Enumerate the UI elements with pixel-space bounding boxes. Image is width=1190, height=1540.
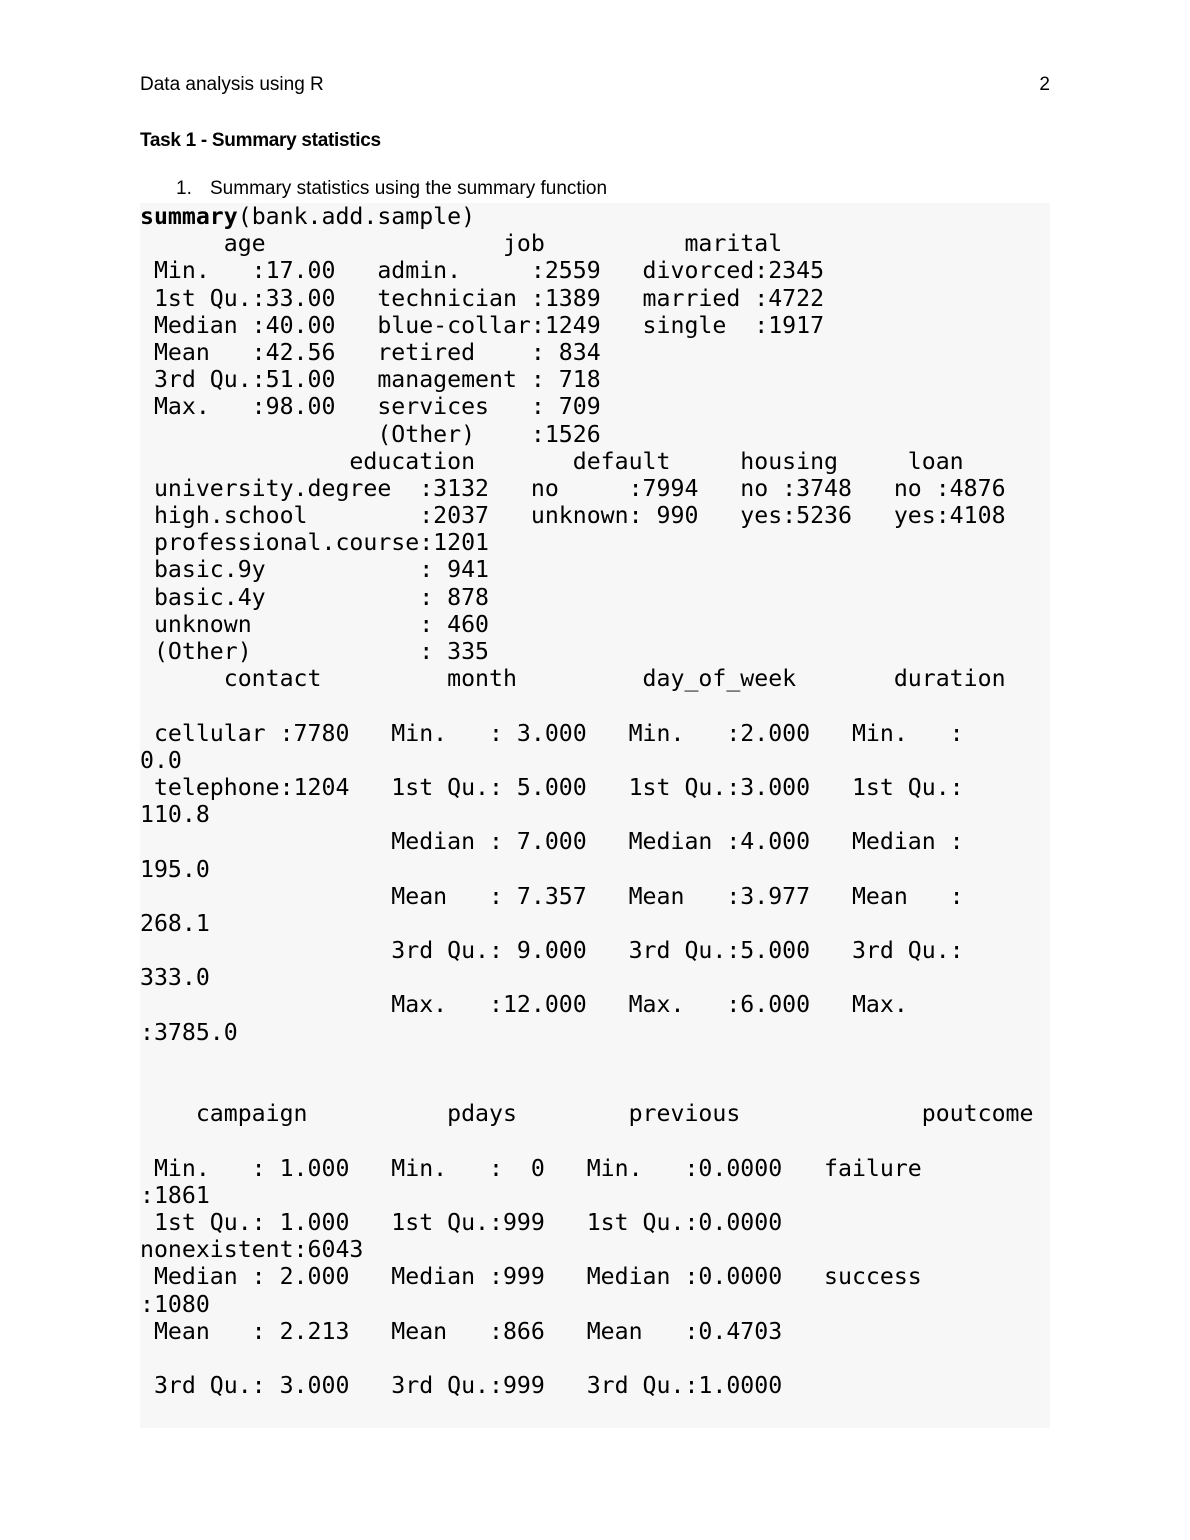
output-line	[140, 692, 1050, 719]
output-line: (Other) :1526	[140, 420, 643, 448]
output-line	[140, 1073, 1050, 1100]
output-line: Median :40.00 blue-collar:1249 single :1917	[140, 311, 825, 339]
page-header	[140, 72, 1050, 98]
output-line	[140, 1127, 1050, 1154]
output-line: professional.course:1201	[140, 529, 531, 557]
output-line: Mean : 2.213 Mean :866 Mean :0.4703	[140, 1317, 783, 1345]
function-arguments: (bank.add.sample)	[237, 203, 476, 230]
r-code-block	[140, 203, 1050, 1428]
list-item	[176, 176, 607, 202]
output-line: 0.0	[140, 746, 182, 774]
output-line: 1st Qu.: 1.000 1st Qu.:999 1st Qu.:0.0000	[140, 1208, 783, 1236]
output-line: university.degree :3132 no :7994 no :3748 no :4876	[140, 474, 1006, 502]
output-line: 3rd Qu.:51.00 management : 718	[140, 366, 643, 394]
output-line: high.school :2037 unknown: 990 yes:5236 yes:4108	[140, 502, 1006, 530]
output-line: cellular :7780 Min. : 3.000 Min. :2.000 Min. :	[140, 719, 964, 747]
page-number: 2	[1039, 74, 1050, 95]
output-line: basic.9y : 941	[140, 556, 531, 584]
list-item-number: 1.	[176, 178, 192, 199]
output-line: 3rd Qu.: 3.000 3rd Qu.:999 3rd Qu.:1.0000	[140, 1372, 783, 1400]
output-line: Mean :42.56 retired : 834	[140, 338, 643, 366]
document-title: Data analysis using R	[140, 74, 324, 95]
output-line: 110.8	[140, 801, 210, 829]
output-line	[140, 1399, 1050, 1426]
console-output	[140, 230, 1050, 1426]
output-line: basic.4y : 878	[140, 583, 531, 611]
output-line: Median : 7.000 Median :4.000 Median :	[140, 828, 964, 856]
output-line: 268.1	[140, 909, 210, 937]
output-line: Mean : 7.357 Mean :3.977 Mean :	[140, 882, 964, 910]
code-command-line	[140, 203, 1050, 230]
output-line: Max. :98.00 services : 709	[140, 393, 643, 421]
output-line: 333.0	[140, 964, 210, 992]
output-line: 1st Qu.:33.00 technician :1389 married :4722	[140, 284, 825, 312]
output-line	[140, 1046, 1050, 1073]
output-line: Max. :12.000 Max. :6.000 Max.	[140, 991, 908, 1019]
list-item-text: Summary statistics using the summary function	[210, 178, 608, 199]
output-line: unknown : 460	[140, 610, 531, 638]
output-line: (Other) : 335	[140, 638, 531, 665]
output-line	[140, 1345, 1050, 1372]
output-line: :1080	[140, 1290, 210, 1318]
output-line: age job marital	[140, 230, 783, 258]
output-line: contact month day_of_week duration	[140, 665, 1006, 693]
output-line: Min. :17.00 admin. :2559 divorced:2345	[140, 257, 825, 285]
output-line: Min. : 1.000 Min. : 0 Min. :0.0000 failure	[140, 1154, 922, 1182]
output-line: telephone:1204 1st Qu.: 5.000 1st Qu.:3.000 1st Qu.:	[140, 773, 964, 801]
output-line: 195.0	[140, 855, 210, 883]
function-name: summary	[140, 203, 238, 230]
section-heading: Task 1 - Summary statistics	[140, 130, 381, 151]
output-line: Median : 2.000 Median :999 Median :0.0000 success	[140, 1263, 922, 1291]
output-line: :1861	[140, 1181, 210, 1209]
output-line: nonexistent:6043	[140, 1236, 364, 1264]
output-line: 3rd Qu.: 9.000 3rd Qu.:5.000 3rd Qu.:	[140, 937, 964, 965]
output-line: :3785.0	[140, 1018, 238, 1046]
output-line: campaign pdays previous poutcome	[140, 1100, 1034, 1128]
output-line: education default housing loan	[140, 447, 964, 475]
